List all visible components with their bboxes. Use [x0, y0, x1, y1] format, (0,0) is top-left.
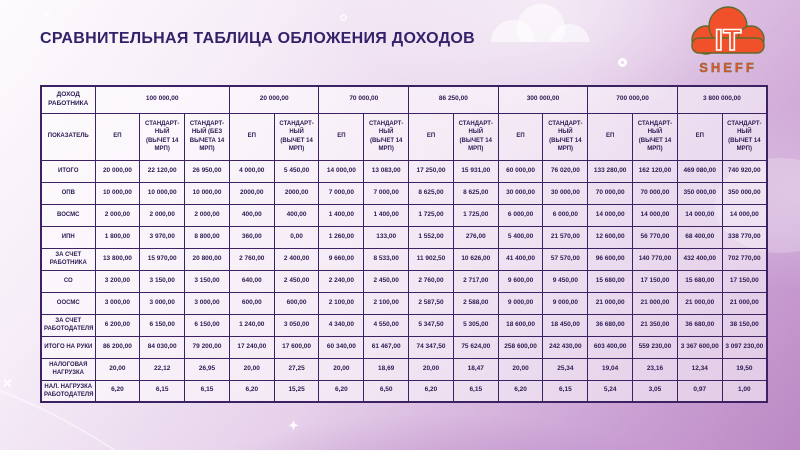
value-cell: 56 770,00	[633, 226, 678, 248]
value-cell: 21 570,00	[543, 226, 588, 248]
value-cell: 7 000,00	[364, 182, 409, 204]
value-cell: 6,50	[364, 380, 409, 402]
value-cell: 17 250,00	[409, 160, 454, 182]
value-cell: 2 240,00	[319, 270, 364, 292]
page-title: СРАВНИТЕЛЬНАЯ ТАБЛИЦА ОБЛОЖЕНИЯ ДОХОДОВ	[40, 30, 476, 47]
x-mark-icon: ✕	[2, 376, 13, 391]
value-cell: 1 260,00	[319, 226, 364, 248]
value-cell: 18,47	[453, 358, 498, 380]
income-group-header: 300 000,00	[498, 86, 588, 113]
value-cell: 17 150,00	[633, 270, 678, 292]
value-cell: 1 552,00	[409, 226, 454, 248]
value-cell: 2 400,00	[274, 248, 319, 270]
value-cell: 5 400,00	[498, 226, 543, 248]
value-cell: 242 430,00	[543, 336, 588, 358]
value-cell: 1 400,00	[364, 204, 409, 226]
x-mark-icon: ✕	[42, 9, 51, 20]
value-cell: 21 000,00	[677, 292, 722, 314]
subcol-header: ЕП	[229, 113, 274, 160]
value-cell: 76 020,00	[543, 160, 588, 182]
value-cell: 740 920,00	[722, 160, 767, 182]
subcol-header: ЕП	[588, 113, 633, 160]
subcol-header: СТАНДАРТ-НЫЙ (ВЫЧЕТ 14 МРП)	[140, 113, 185, 160]
subcol-header: СТАНДАРТ-НЫЙ (ВЫЧЕТ 14 МРП)	[543, 113, 588, 160]
value-cell: 4 340,00	[319, 314, 364, 336]
value-cell: 2 450,00	[364, 270, 409, 292]
value-cell: 41 400,00	[498, 248, 543, 270]
subcol-header: ЕП	[319, 113, 364, 160]
value-cell: 140 770,00	[633, 248, 678, 270]
value-cell: 3 367 600,00	[677, 336, 722, 358]
value-cell: 60 340,00	[319, 336, 364, 358]
value-cell: 14 000,00	[319, 160, 364, 182]
value-cell: 8 625,00	[453, 182, 498, 204]
row-label: НАЛ. НАГРУЗКА РАБОТОДАТЕЛЯ	[41, 380, 95, 402]
income-group-header: 100 000,00	[95, 86, 229, 113]
value-cell: 3 200,00	[95, 270, 140, 292]
value-cell: 10 000,00	[185, 182, 230, 204]
value-cell: 4 000,00	[229, 160, 274, 182]
value-cell: 2 760,00	[409, 270, 454, 292]
value-cell: 22 120,00	[140, 160, 185, 182]
value-cell: 2 717,00	[453, 270, 498, 292]
value-cell: 12,34	[677, 358, 722, 380]
value-cell: 6 000,00	[498, 204, 543, 226]
value-cell: 6,15	[140, 380, 185, 402]
value-cell: 84 030,00	[140, 336, 185, 358]
sparkle-icon: ✦	[288, 418, 299, 433]
value-cell: 9 600,00	[498, 270, 543, 292]
value-cell: 2 760,00	[229, 248, 274, 270]
row-label: ИПН	[41, 226, 95, 248]
subcol-header: СТАНДАРТ-НЫЙ (БЕЗ ВЫЧЕТА 14 МРП)	[185, 113, 230, 160]
value-cell: 25,34	[543, 358, 588, 380]
subcol-header: СТАНДАРТ-НЫЙ (ВЫЧЕТ 14 МРП)	[274, 113, 319, 160]
value-cell: 360,00	[229, 226, 274, 248]
value-cell: 60 000,00	[498, 160, 543, 182]
value-cell: 15,25	[274, 380, 319, 402]
value-cell: 400,00	[274, 204, 319, 226]
subcol-header: ЕП	[409, 113, 454, 160]
value-cell: 6 150,00	[140, 314, 185, 336]
value-cell: 7 000,00	[319, 182, 364, 204]
value-cell: 20,00	[498, 358, 543, 380]
value-cell: 14 000,00	[633, 204, 678, 226]
value-cell: 20 800,00	[185, 248, 230, 270]
value-cell: 10 626,00	[453, 248, 498, 270]
value-cell: 5 347,50	[409, 314, 454, 336]
value-cell: 3 970,00	[140, 226, 185, 248]
value-cell: 57 570,00	[543, 248, 588, 270]
value-cell: 68 400,00	[677, 226, 722, 248]
value-cell: 2 000,00	[185, 204, 230, 226]
value-cell: 36 680,00	[588, 314, 633, 336]
value-cell: 600,00	[274, 292, 319, 314]
value-cell: 15 680,00	[677, 270, 722, 292]
value-cell: 3 050,00	[274, 314, 319, 336]
value-cell: 9 000,00	[498, 292, 543, 314]
table-row	[41, 248, 767, 270]
subcol-header: СТАНДАРТ-НЫЙ (ВЫЧЕТ 14 МРП)	[364, 113, 409, 160]
value-cell: 10 000,00	[140, 182, 185, 204]
value-cell: 70 000,00	[588, 182, 633, 204]
value-cell: 6,20	[319, 380, 364, 402]
value-cell: 6,15	[185, 380, 230, 402]
income-group-header: 20 000,00	[229, 86, 319, 113]
value-cell: 133,00	[364, 226, 409, 248]
value-cell: 6,15	[543, 380, 588, 402]
value-cell: 2 450,00	[274, 270, 319, 292]
value-cell: 8 625,00	[409, 182, 454, 204]
value-cell: 74 347,50	[409, 336, 454, 358]
value-cell: 15 931,00	[453, 160, 498, 182]
value-cell: 30 000,00	[543, 182, 588, 204]
subcol-header: ЕП	[95, 113, 140, 160]
value-cell: 2 000,00	[140, 204, 185, 226]
value-cell: 15 680,00	[588, 270, 633, 292]
value-cell: 21 000,00	[633, 292, 678, 314]
value-cell: 276,00	[453, 226, 498, 248]
value-cell: 20,00	[319, 358, 364, 380]
value-cell: 6,15	[453, 380, 498, 402]
value-cell: 0,00	[274, 226, 319, 248]
value-cell: 350 000,00	[677, 182, 722, 204]
value-cell: 26,95	[185, 358, 230, 380]
value-cell: 96 600,00	[588, 248, 633, 270]
value-cell: 14 000,00	[722, 204, 767, 226]
value-cell: 258 600,00	[498, 336, 543, 358]
income-group-header: 70 000,00	[319, 86, 409, 113]
logo-it-letters: IT	[714, 24, 742, 57]
value-cell: 9 000,00	[543, 292, 588, 314]
value-cell: 17 240,00	[229, 336, 274, 358]
table-row	[41, 314, 767, 336]
subcol-header: СТАНДАРТ-НЫЙ (ВЫЧЕТ 14 МРП)	[453, 113, 498, 160]
value-cell: 22,12	[140, 358, 185, 380]
value-cell: 8 800,00	[185, 226, 230, 248]
value-cell: 61 467,00	[364, 336, 409, 358]
value-cell: 162 120,00	[633, 160, 678, 182]
value-cell: 21 350,00	[633, 314, 678, 336]
income-group-header: 3 800 000,00	[677, 86, 767, 113]
value-cell: 86 200,00	[95, 336, 140, 358]
value-cell: 17 150,00	[722, 270, 767, 292]
row-label: ВОСМС	[41, 204, 95, 226]
value-cell: 9 450,00	[543, 270, 588, 292]
value-cell: 3 000,00	[140, 292, 185, 314]
value-cell: 20 000,00	[95, 160, 140, 182]
value-cell: 5 305,00	[453, 314, 498, 336]
subcol-header: СТАНДАРТ-НЫЙ (ВЫЧЕТ 14 МРП)	[722, 113, 767, 160]
value-cell: 14 000,00	[588, 204, 633, 226]
value-cell: 14 000,00	[677, 204, 722, 226]
table-row	[41, 182, 767, 204]
value-cell: 1 400,00	[319, 204, 364, 226]
row-label: ИТОГО	[41, 160, 95, 182]
value-cell: 12 600,00	[588, 226, 633, 248]
value-cell: 2 100,00	[364, 292, 409, 314]
value-cell: 603 400,00	[588, 336, 633, 358]
value-cell: 6 150,00	[185, 314, 230, 336]
value-cell: 13 800,00	[95, 248, 140, 270]
value-cell: 2 100,00	[319, 292, 364, 314]
value-cell: 338 770,00	[722, 226, 767, 248]
value-cell: 75 624,00	[453, 336, 498, 358]
subcol-header: ЕП	[498, 113, 543, 160]
value-cell: 6,20	[409, 380, 454, 402]
value-cell: 38 150,00	[722, 314, 767, 336]
value-cell: 23,16	[633, 358, 678, 380]
logo-sheff-label: SHEFF	[699, 60, 757, 75]
row-label: ЗА СЧЕТ РАБОТНИКА	[41, 248, 95, 270]
value-cell: 36 680,00	[677, 314, 722, 336]
value-cell: 3,05	[633, 380, 678, 402]
value-cell: 8 533,00	[364, 248, 409, 270]
cloud-decoration	[478, 2, 593, 42]
value-cell: 30 000,00	[498, 182, 543, 204]
value-cell: 559 230,00	[633, 336, 678, 358]
value-cell: 21 000,00	[722, 292, 767, 314]
value-cell: 3 097 230,00	[722, 336, 767, 358]
value-cell: 18,69	[364, 358, 409, 380]
value-cell: 20,00	[409, 358, 454, 380]
subcol-header: ЕП	[677, 113, 722, 160]
value-cell: 1 800,00	[95, 226, 140, 248]
value-cell: 2 587,50	[409, 292, 454, 314]
value-cell: 350 000,00	[722, 182, 767, 204]
income-group-header: 700 000,00	[588, 86, 678, 113]
cloud-logo-icon	[686, 5, 770, 59]
value-cell: 1 240,00	[229, 314, 274, 336]
value-cell: 1 725,00	[409, 204, 454, 226]
corner-header-indicator: ПОКАЗАТЕЛЬ	[41, 113, 95, 160]
value-cell: 1,00	[722, 380, 767, 402]
value-cell: 133 280,00	[588, 160, 633, 182]
value-cell: 400,00	[229, 204, 274, 226]
value-cell: 2 588,00	[453, 292, 498, 314]
value-cell: 19,04	[588, 358, 633, 380]
row-label: ЗА СЧЕТ РАБОТОДАТЕЛЯ	[41, 314, 95, 336]
value-cell: 27,25	[274, 358, 319, 380]
value-cell: 79 200,00	[185, 336, 230, 358]
corner-header-income: ДОХОД РАБОТНИКА	[41, 86, 95, 113]
table-row	[41, 204, 767, 226]
circle-outline-icon	[340, 14, 347, 21]
row-label: ИТОГО НА РУКИ	[41, 336, 95, 358]
value-cell: 3 150,00	[140, 270, 185, 292]
value-cell: 17 600,00	[274, 336, 319, 358]
value-cell: 20,00	[95, 358, 140, 380]
value-cell: 3 000,00	[95, 292, 140, 314]
value-cell: 432 400,00	[677, 248, 722, 270]
value-cell: 6,20	[95, 380, 140, 402]
subcol-header: СТАНДАРТ-НЫЙ (ВЫЧЕТ 14 МРП)	[633, 113, 678, 160]
value-cell: 640,00	[229, 270, 274, 292]
value-cell: 2000,00	[274, 182, 319, 204]
value-cell: 5,24	[588, 380, 633, 402]
value-cell: 3 150,00	[185, 270, 230, 292]
value-cell: 4 550,00	[364, 314, 409, 336]
value-cell: 21 000,00	[588, 292, 633, 314]
value-cell: 6,20	[498, 380, 543, 402]
row-label: ОПВ	[41, 182, 95, 204]
value-cell: 3 000,00	[185, 292, 230, 314]
value-cell: 20,00	[229, 358, 274, 380]
value-cell: 15 970,00	[140, 248, 185, 270]
value-cell: 2 000,00	[95, 204, 140, 226]
value-cell: 13 083,00	[364, 160, 409, 182]
value-cell: 10 000,00	[95, 182, 140, 204]
value-cell: 2000,00	[229, 182, 274, 204]
value-cell: 19,50	[722, 358, 767, 380]
row-label: СО	[41, 270, 95, 292]
value-cell: 702 770,00	[722, 248, 767, 270]
table-row	[41, 292, 767, 314]
table-row	[41, 270, 767, 292]
comparison-table	[40, 85, 768, 403]
value-cell: 6 200,00	[95, 314, 140, 336]
value-cell: 600,00	[229, 292, 274, 314]
table-row	[41, 380, 767, 402]
value-cell: 26 950,00	[185, 160, 230, 182]
value-cell: 11 902,50	[409, 248, 454, 270]
income-group-header: 86 250,00	[409, 86, 499, 113]
value-cell: 1 725,00	[453, 204, 498, 226]
table-row	[41, 358, 767, 380]
row-label: ООСМС	[41, 292, 95, 314]
table-row	[41, 160, 767, 182]
value-cell: 0,97	[677, 380, 722, 402]
value-cell: 70 000,00	[633, 182, 678, 204]
value-cell: 5 450,00	[274, 160, 319, 182]
value-cell: 18 600,00	[498, 314, 543, 336]
value-cell: 6 000,00	[543, 204, 588, 226]
value-cell: 6,20	[229, 380, 274, 402]
it-sheff-logo	[680, 5, 776, 75]
value-cell: 9 660,00	[319, 248, 364, 270]
table-row	[41, 226, 767, 248]
row-label: НАЛОГОВАЯ НАГРУЗКА	[41, 358, 95, 380]
value-cell: 469 080,00	[677, 160, 722, 182]
circle-dot-icon	[618, 58, 627, 67]
value-cell: 18 450,00	[543, 314, 588, 336]
table-row	[41, 336, 767, 358]
